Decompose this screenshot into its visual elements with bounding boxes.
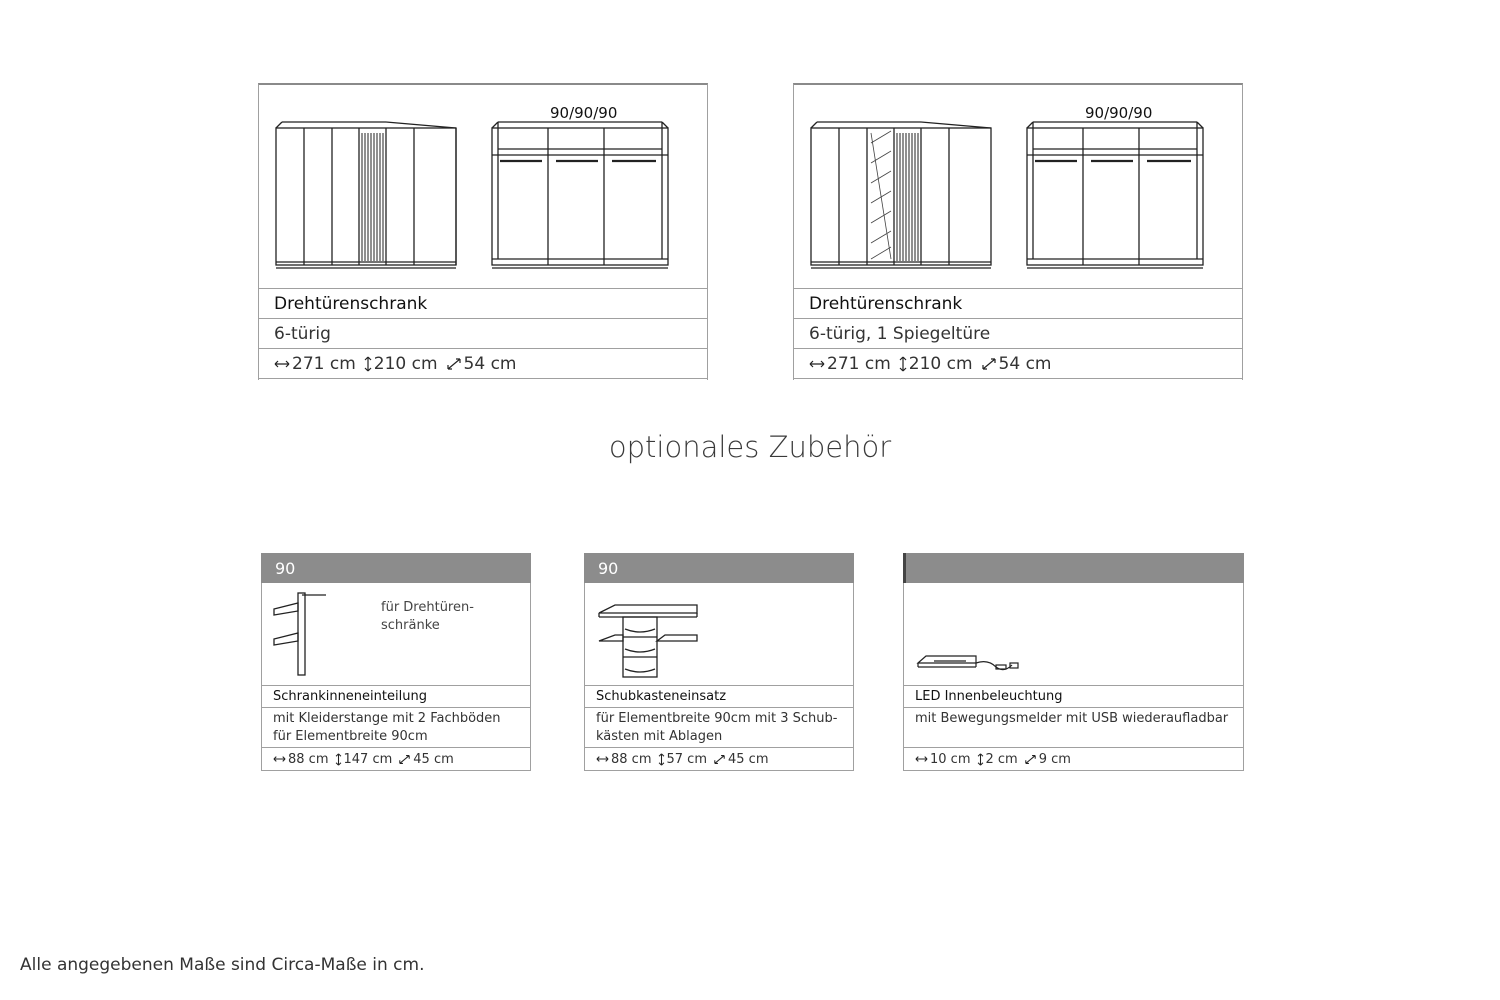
depth-dimension: 45 cm xyxy=(398,752,454,767)
accessory-header: 90 xyxy=(261,553,531,583)
accessory-title: Schubkasteneinsatz xyxy=(585,685,853,707)
width-arrow-icon xyxy=(274,359,290,369)
wardrobe-drawing xyxy=(793,83,1243,288)
height-arrow-icon xyxy=(977,753,984,766)
depth-arrow-icon xyxy=(1024,754,1037,765)
depth-dimension: 54 cm xyxy=(446,354,517,374)
width-dimension: 88 cm xyxy=(273,752,329,767)
height-arrow-icon xyxy=(364,356,372,372)
depth-arrow-icon xyxy=(446,357,462,371)
accessory-description: mit Bewegungsmelder mit USB wiederaufladbar xyxy=(904,707,1243,747)
product-subtitle: 6-türig, 1 Spiegeltüre xyxy=(793,318,1243,348)
led-light-drawing xyxy=(904,583,1243,685)
height-arrow-icon xyxy=(658,753,665,766)
height-arrow-icon xyxy=(899,356,907,372)
accessory-dimensions xyxy=(262,747,530,771)
product-card-1 xyxy=(258,83,708,380)
footnote: Alle angegebenen Maße sind Circa-Maße in cm. xyxy=(20,955,425,975)
width-arrow-icon xyxy=(915,755,928,763)
width-arrow-icon xyxy=(596,755,609,763)
accessory-note: für Drehtüren- schränke xyxy=(381,600,474,633)
product-card-2 xyxy=(793,83,1243,380)
depth-dimension: 9 cm xyxy=(1024,752,1071,767)
wardrobe-drawing xyxy=(258,83,708,288)
depth-arrow-icon xyxy=(398,754,411,765)
height-arrow-icon xyxy=(335,753,342,766)
size-label: 90/90/90 xyxy=(1085,104,1153,122)
accessory-body xyxy=(903,583,1244,771)
height-dimension: 2 cm xyxy=(977,752,1018,767)
product-dimensions xyxy=(793,348,1243,379)
width-dimension: 10 cm xyxy=(915,752,971,767)
accessory-title: Schrankinneneinteilung xyxy=(262,685,530,707)
accessory-card-1 xyxy=(261,553,531,771)
width-dimension: 88 cm xyxy=(596,752,652,767)
drawer-insert-drawing xyxy=(585,583,853,685)
height-dimension: 147 cm xyxy=(335,752,393,767)
width-arrow-icon xyxy=(809,359,825,369)
width-dimension: 271 cm xyxy=(809,354,891,374)
width-dimension: 271 cm xyxy=(274,354,356,374)
accessories-heading: optionales Zubehör xyxy=(608,430,892,464)
accessory-header xyxy=(903,553,1244,583)
height-dimension: 210 cm xyxy=(364,354,438,374)
accessory-dimensions xyxy=(585,747,853,771)
size-label: 90/90/90 xyxy=(550,104,618,122)
accessory-card-2 xyxy=(584,553,854,771)
accessory-dimensions xyxy=(904,747,1243,771)
accessory-header: 90 xyxy=(584,553,854,583)
product-title: Drehtürenschrank xyxy=(258,288,708,318)
accessory-card-3 xyxy=(903,553,1244,771)
width-arrow-icon xyxy=(273,755,286,763)
accessory-body xyxy=(584,583,854,771)
product-title: Drehtürenschrank xyxy=(793,288,1243,318)
height-dimension: 57 cm xyxy=(658,752,708,767)
depth-arrow-icon xyxy=(713,754,726,765)
depth-dimension: 54 cm xyxy=(981,354,1052,374)
accessory-body xyxy=(261,583,531,771)
product-subtitle: 6-türig xyxy=(258,318,708,348)
accessory-description: für Elementbreite 90cm mit 3 Schub- kästen mit Ablagen xyxy=(585,707,853,747)
height-dimension: 210 cm xyxy=(899,354,973,374)
depth-dimension: 45 cm xyxy=(713,752,769,767)
depth-arrow-icon xyxy=(981,357,997,371)
accessory-title: LED Innenbeleuchtung xyxy=(904,685,1243,707)
accessory-description: mit Kleiderstange mit 2 Fachböden für Elementbreite 90cm xyxy=(262,707,530,747)
product-dimensions xyxy=(258,348,708,379)
